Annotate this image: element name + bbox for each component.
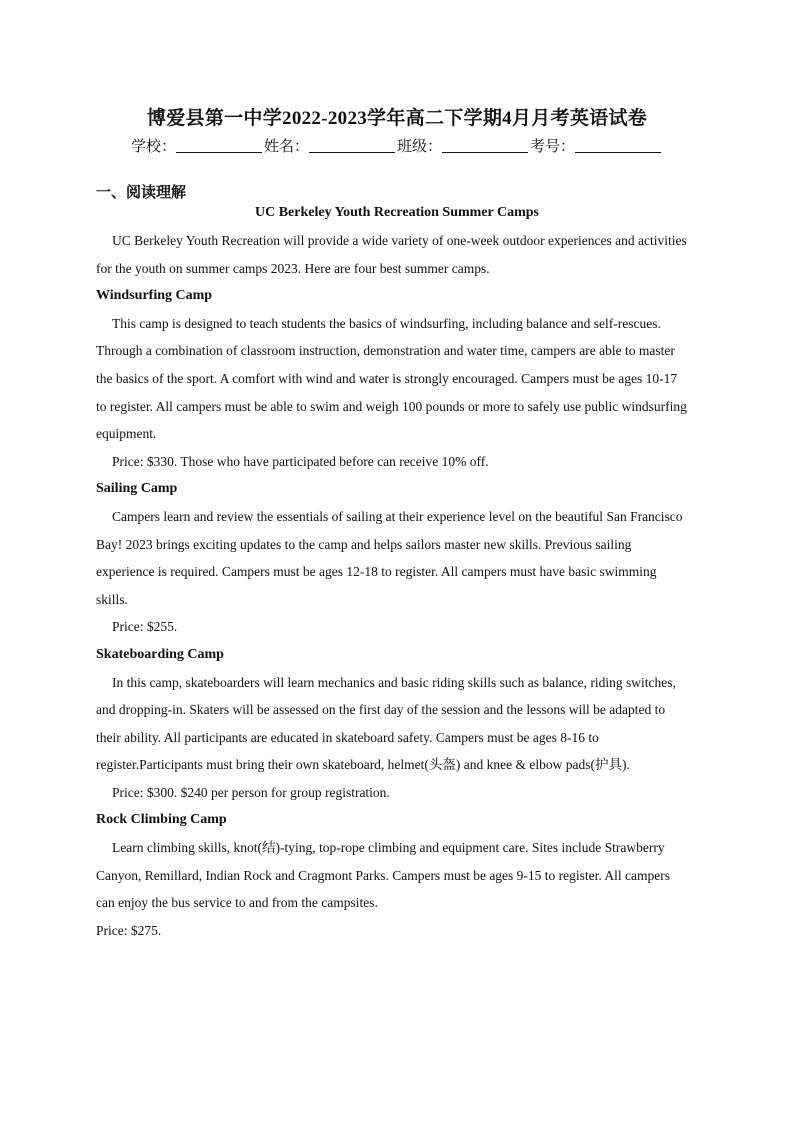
camp-heading-skateboarding: Skateboarding Camp	[96, 646, 224, 662]
camp-price-rock-climbing: Price: $275.	[96, 922, 162, 938]
exam-number-blank[interactable]	[575, 138, 661, 153]
exam-title: 博爱县第一中学2022-2023学年高二下学期4月月考英语试卷	[146, 108, 648, 129]
exam-number-label: 考号：	[530, 137, 576, 155]
intro-paragraph: UC Berkeley Youth Recreation will provide a wide variety of one-week outdoor experiences and activities for the youth on summer camps 2023. Here are four best summer camps.	[96, 233, 687, 276]
camp-heading-windsurfing: Windsurfing Camp	[96, 288, 213, 304]
name-blank[interactable]	[309, 138, 395, 153]
camp-text-rock-climbing: Learn climbing skills, knot(结)-tying, top-rope climbing and equipment care. Sites include Strawberry Canyon, Remillard, Indian Rock and Cragmont Parks. Campers must be ages 9-15 to register. All campers can enjoy the bus service to and from the campsites.	[96, 840, 671, 911]
school-label: 学校：	[130, 137, 176, 155]
passage-title: UC Berkeley Youth Recreation Summer Camps	[255, 205, 539, 220]
class-label: 班级：	[397, 137, 443, 155]
camp-text-windsurfing: This camp is designed to teach students the basics of windsurfing, including balance and self-rescues. Through a combination of classroom instruction, demonstration and water time, campers are able to master the basics of the sport. A comfort with wind and water is strongly encouraged. Campers must be ages 10-17 to register. All campers must be able to swim and weigh 100 pounds or more to safely use public windsurfing equipment.	[96, 315, 687, 442]
class-blank[interactable]	[442, 138, 528, 153]
camp-text-sailing: Campers learn and review the essentials of sailing at their experience level on the beautiful San Francisco Bay! 2023 brings exciting updates to the camp and helps sailors master new skills. Previous sailing experience is required. Campers must be ages 12-18 to register. All campers must have basic swimming skills.	[96, 508, 683, 607]
camp-price-windsurfing: Price: $330. Those who have participated before can receive 10% off.	[112, 453, 489, 469]
camp-text-skateboarding: In this camp, skateboarders will learn mechanics and basic riding skills such as balance, riding switches, and dropping-in. Skaters will be assessed on the first day of the session and the lessons will be adapted to their ability. All participants are educated in skateboard safety. Campers must be ages 8-16 to register.Participants must bring their own skateboard, helmet(头盔) and knee & elbow pads(护具).	[96, 674, 676, 773]
camp-heading-sailing: Sailing Camp	[96, 481, 178, 497]
section-heading: 一、阅读理解	[96, 183, 187, 201]
school-blank[interactable]	[176, 138, 262, 153]
passage-body	[96, 227, 688, 944]
student-info-line	[0, 135, 794, 156]
camp-price-sailing: Price: $255.	[112, 619, 178, 635]
name-label: 姓名：	[263, 137, 309, 155]
camp-heading-rock-climbing: Rock Climbing Camp	[96, 812, 227, 828]
camp-price-skateboarding: Price: $300. $240 per person for group registration.	[112, 784, 390, 800]
